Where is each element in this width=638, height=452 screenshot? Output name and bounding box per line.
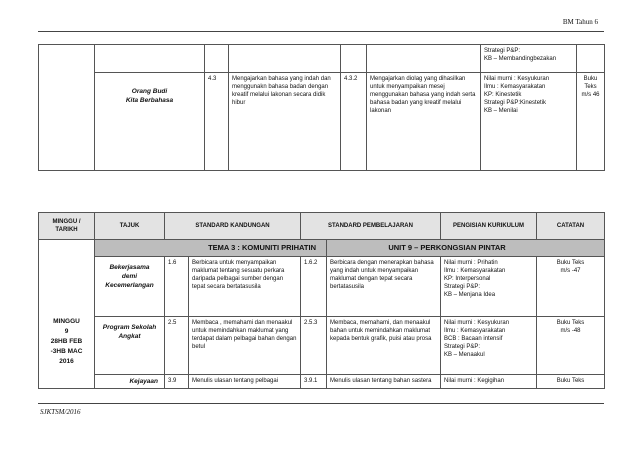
sk-text: Menulis ulasan tentang pelbagai (189, 375, 301, 389)
col-sk-header: STANDARD KANDUNGAN (165, 213, 301, 240)
catatan-cell: Buku Teks (537, 375, 605, 389)
minggu-cell-empty (39, 45, 95, 171)
continuation-row (39, 45, 605, 73)
sp-text: Berbicara dengan menerapkan bahasa yang indah untuk menyampaikan maklumat dengan tepat secara bertatasusila (327, 257, 441, 317)
col-pk-header: PENGISIAN KURIKULUM (441, 213, 537, 240)
pk-continuation: Strategi P&P: KB – Membandingbezakan (481, 45, 577, 73)
sp-code: 4.3.2 (341, 73, 367, 171)
minggu-cell: MINGGU 9 28HB FEB -3HB MAC 2016 (39, 240, 95, 389)
header-title: BM Tahun 6 (562, 18, 598, 26)
main-lesson-table (38, 212, 605, 389)
catatan-cell: Buku Teks m/s 46 (577, 73, 605, 171)
table-row (39, 73, 605, 171)
tema-row (39, 240, 605, 257)
col-catatan-header: CATATAN (537, 213, 605, 240)
footer-text: SJKTSM/2016 (40, 408, 81, 416)
header-rule (38, 31, 604, 32)
pk-cell: Nilai murni : Kesyukuran Ilmu : Kemasyarakatan BCB : Bacaan intensif Strategi P&P: KB – Menaakul (441, 317, 537, 375)
tema-title: TEMA 3 : KOMUNITI PRIHATIN (95, 240, 327, 257)
sk-code: 1.6 (165, 257, 189, 317)
sk-code: 3.9 (165, 375, 189, 389)
table-row (39, 375, 605, 389)
col-sp-header: STANDARD PEMBELAJARAN (301, 213, 441, 240)
sp-code: 2.5.3 (301, 317, 327, 375)
tajuk-cell: Program Sekolah Angkat (95, 317, 165, 375)
footer-rule (38, 403, 604, 404)
col-minggu-header: MINGGU / TARIKH (39, 213, 95, 240)
tajuk-cell: Bekerjasama demi Kecemerlangan (95, 257, 165, 317)
sk-code: 2.5 (165, 317, 189, 375)
sk-text: Berbicara untuk menyampaikan maklumat tentang sesuatu perkara daripada pelbagai sumber dengan tepat secara bertatasusila (189, 257, 301, 317)
table-header-row (39, 213, 605, 240)
pk-cell: Nilai murni : Prihatin Ilmu : Kemasyarakatan KP: Interpersonal Strategi P&P: KB – Menjana Idea (441, 257, 537, 317)
catatan-cell: Buku Teks m/s -47 (537, 257, 605, 317)
sp-text: Menulis ulasan tentang bahan sastera (327, 375, 441, 389)
sp-code: 3.9.1 (301, 375, 327, 389)
table-row (39, 257, 605, 317)
sk-text: Membaca , memahami dan menaakul untuk memindahkan maklumat yang terdapat dalam pelbagai bahan dengan betul (189, 317, 301, 375)
pk-cell: Nilai murni : Kesyukuran Ilmu : Kemasyarakatan KP: Kinestetik Strategi P&P:Kinestetik KB – Menilai (481, 73, 577, 171)
tajuk-cell: Orang Budi Kita Berbahasa (95, 73, 205, 171)
table-row (39, 317, 605, 375)
pk-cell: Nilai murni : Kegigihan (441, 375, 537, 389)
sk-code: 4.3 (205, 73, 229, 171)
tajuk-cell: Kejayaan (95, 375, 165, 389)
col-tajuk-header: TAJUK (95, 213, 165, 240)
sk-text: Mengajarkan bahasa yang indah dan menggunakn bahasa badan dengan kreatif melalui lakonan secara didik hibur (229, 73, 341, 171)
sp-text: Membaca, memahami, dan menaakul bahan untuk memindahkan maklumat kepada bentuk grafik, puisi atau prosa (327, 317, 441, 375)
sp-text: Mengajarkan diolag yang dihasilkan untuk menyampaikan mesej menggunakan bahasa yang indah serta bahasa badan yang kreatif melalui lakonan (367, 73, 481, 171)
catatan-cell: Buku Teks m/s -48 (537, 317, 605, 375)
top-lesson-table (38, 44, 605, 171)
unit-title: UNIT 9 – PERKONGSIAN PINTAR (327, 240, 605, 257)
sp-code: 1.6.2 (301, 257, 327, 317)
